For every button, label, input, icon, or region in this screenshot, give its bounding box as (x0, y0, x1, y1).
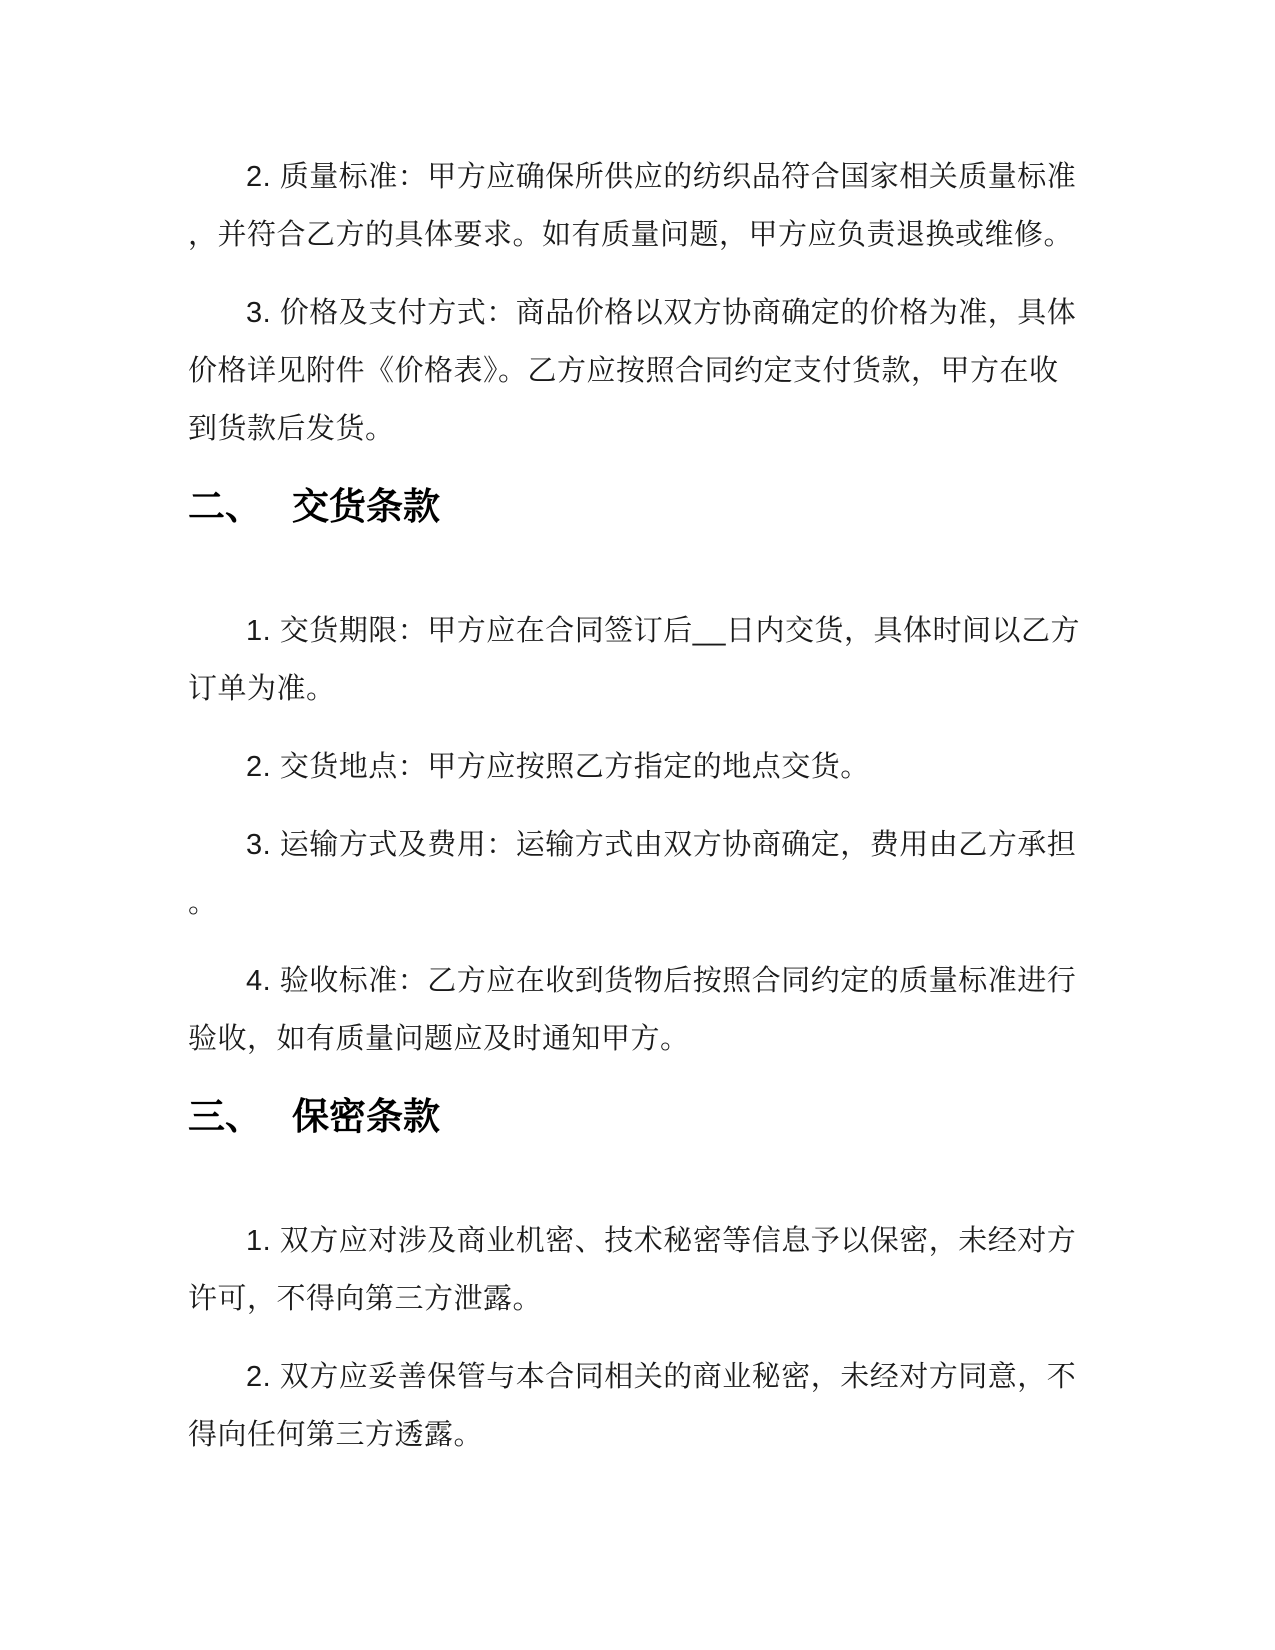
text-line: 1. 交货期限：甲方应在合同签订后__日内交货，具体时间以乙方 (246, 615, 1081, 647)
section-heading-confidentiality (188, 1088, 1093, 1146)
section-heading-delivery (188, 478, 1093, 536)
text-line: 到货款后发货。 (188, 413, 395, 445)
text-line: 订单为准。 (188, 673, 336, 705)
text-line: 1. 双方应对涉及商业机密、技术秘密等信息予以保密，未经对方 (246, 1225, 1077, 1257)
document-content (188, 148, 1093, 1484)
text-line: 。 (188, 887, 218, 919)
text-line: 3. 运输方式及费用：运输方式由双方协商确定，费用由乙方承担 (246, 829, 1077, 861)
text-line: 4. 验收标准：乙方应在收到货物后按照合同约定的质量标准进行 (246, 965, 1077, 997)
text-line: 2. 双方应妥善保管与本合同相关的商业秘密，未经对方同意，不 (246, 1361, 1077, 1393)
clause-acceptance-standard (188, 952, 1093, 1068)
section-number: 三、 (188, 1096, 262, 1137)
section-number: 二、 (188, 486, 262, 527)
text-line: 3. 价格及支付方式：商品价格以双方协商确定的价格为准，具体 (246, 297, 1077, 329)
clause-secrecy-obligation (188, 1212, 1093, 1328)
section-title: 保密条款 (292, 1096, 440, 1137)
clause-secrecy-keeping (188, 1348, 1093, 1464)
text-line: 价格详见附件《价格表》。乙方应按照合同约定支付货款，甲方在收 (188, 355, 1059, 387)
text-line: ，并符合乙方的具体要求。如有质量问题，甲方应负责退换或维修。 (188, 219, 1074, 251)
text-line: 2. 交货地点：甲方应按照乙方指定的地点交货。 (246, 751, 870, 783)
text-line: 2. 质量标准：甲方应确保所供应的纺织品符合国家相关质量标准 (246, 161, 1077, 193)
clause-quality-standard (188, 148, 1093, 264)
clause-delivery-deadline (188, 602, 1093, 718)
text-line: 许可，不得向第三方泄露。 (188, 1283, 543, 1315)
clause-transport-cost (188, 816, 1093, 932)
section-title: 交货条款 (292, 486, 440, 527)
clause-delivery-place (188, 738, 1093, 796)
text-line: 验收，如有质量问题应及时通知甲方。 (188, 1023, 690, 1055)
clause-price-payment (188, 284, 1093, 458)
text-line: 得向任何第三方透露。 (188, 1419, 484, 1451)
